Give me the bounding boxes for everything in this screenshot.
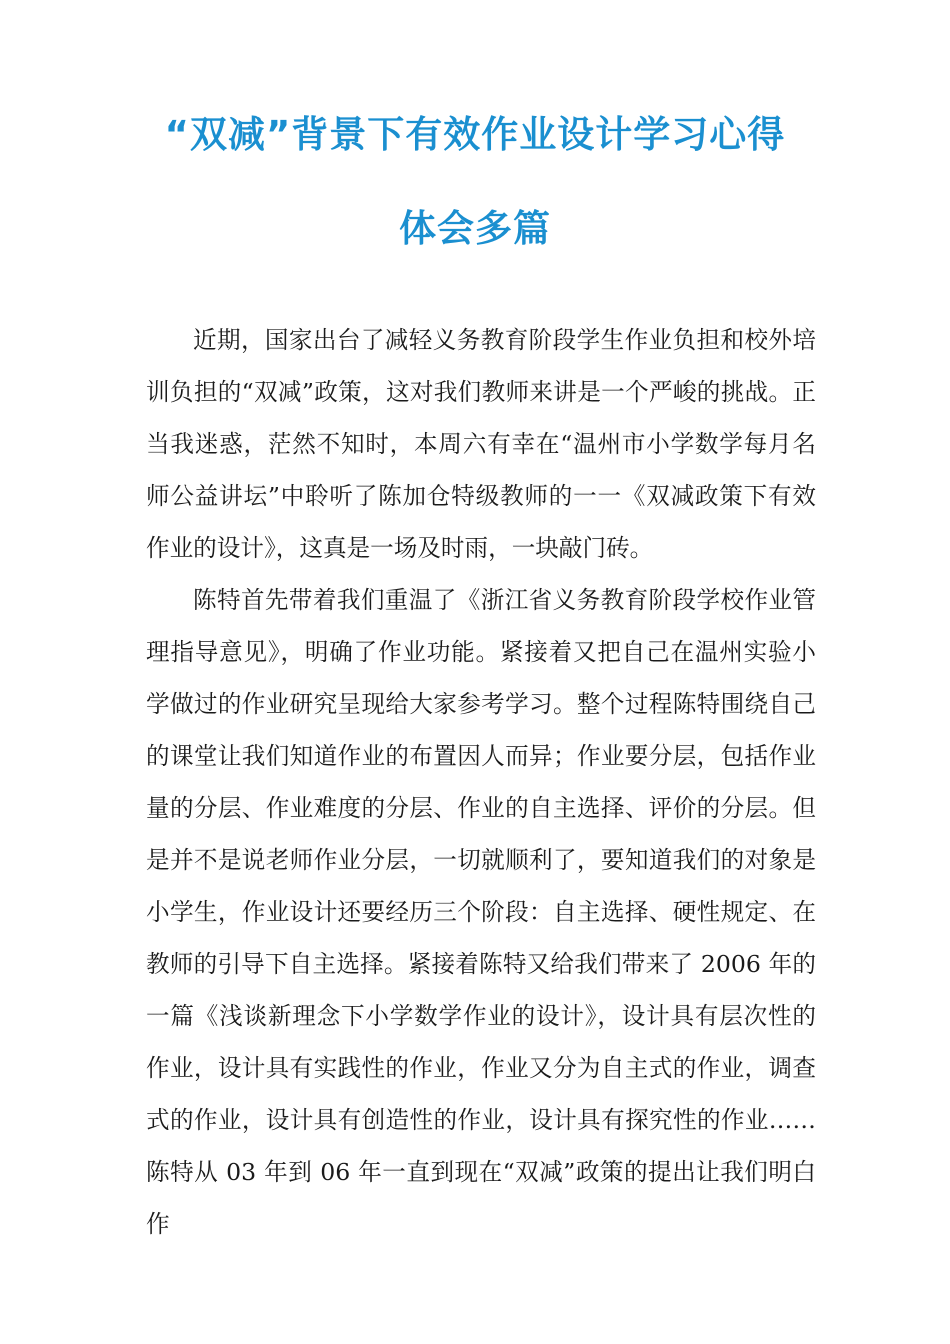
body-paragraph-1: 近期，国家出台了减轻义务教育阶段学生作业负担和校外培训负担的“双减”政策，这对我们教师来讲是一个严峻的挑战。正当我迷惑，茫然不知时，本周六有幸在“温州市小学数学每月名师公益讲坛”中聆听了陈加仓特级教师的一一《双减政策下有效作业的设计》，这真是一场及时雨，一块敲门砖。 bbox=[146, 326, 816, 562]
document-title-line-1: “双减”背景下有效作业设计学习心得 bbox=[164, 113, 786, 156]
document-title-line-2: 体会多篇 bbox=[399, 207, 551, 250]
body-paragraph-2: 陈特首先带着我们重温了《浙江省义务教育阶段学校作业管理指导意见》，明确了作业功能。紧接着又把自己在温州实验小学做过的作业研究呈现给大家参考学习。整个过程陈特围绕自己的课堂让我们知道作业的布置因人而异；作业要分层，包括作业量的分层、作业难度的分层、作业的自主选择、评价的分层。但是并不是说老师作业分层，一切就顺利了，要知道我们的对象是小学生，作业设计还要经历三个阶段：自主选择、硬性规定、在教师的引导下自主选择。紧接着陈特又给我们带来了 2006 年的一篇《浅谈新理念下小学数学作业的设计》，设计具有层次性的作业，设计具有实践性的作业，作业又分为自主式的作业，调查式的作业，设计具有创造性的作业，设计具有探究性的作业……陈特从 03 年到 06 年一直到现在“双减”政策的提出让我们明白作 bbox=[146, 586, 816, 1238]
